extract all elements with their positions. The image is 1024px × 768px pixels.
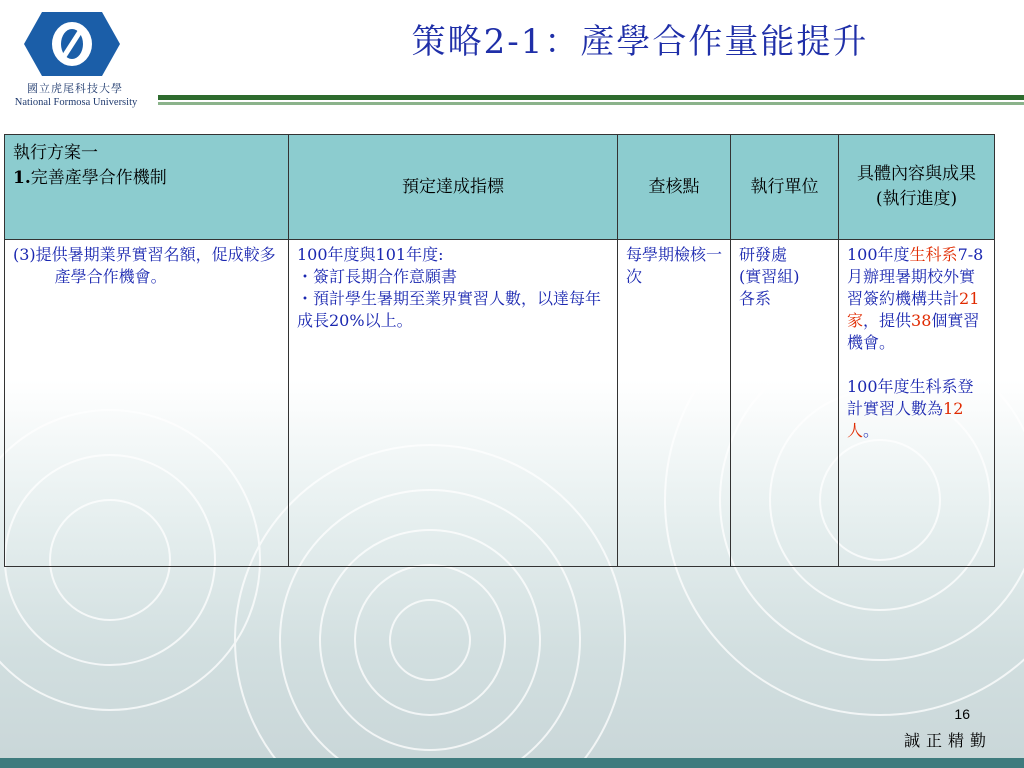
table-row (5, 240, 995, 567)
indicator-item-1: ・簽訂長期合作意願書 (297, 267, 458, 286)
cell-checkpoint: 每學期檢核一次 (618, 240, 731, 567)
strategy-table (4, 134, 995, 567)
header-indicator: 預定達成指標 (289, 135, 618, 240)
result-a2-highlight: 生科系 (909, 245, 958, 264)
university-motto: 誠正精勤 (904, 731, 993, 750)
cell-indicator (289, 240, 618, 567)
cell-result (839, 240, 995, 567)
university-name-zh: 國立虎尾科技大學 (27, 82, 123, 95)
unit-line-1: 研發處 (739, 245, 788, 264)
header-unit: 執行單位 (731, 135, 839, 240)
result-paragraph-1 (847, 244, 986, 354)
result-a7: 個實習機會。 (847, 311, 980, 352)
slide-title: 策略2-1：產學合作量能提升 (411, 22, 869, 62)
result-b2-highlight: 12人 (847, 399, 964, 440)
cell-plan (5, 240, 289, 567)
header-result: 具體內容與成果(執行進度) (839, 135, 995, 240)
result-b1: 100年度生科系登計實習人數為 (847, 377, 974, 418)
header-plan-line2: 完善產學合作機制 (30, 168, 167, 188)
title-divider-thin (158, 102, 1024, 105)
unit-line-2: (實習組) (739, 267, 800, 286)
university-name-en: National Formosa University (14, 97, 138, 108)
result-paragraph-2 (847, 376, 986, 442)
result-a5: ，提供 (863, 311, 912, 330)
result-b3: 。 (863, 421, 880, 440)
result-spacer (847, 354, 986, 376)
header-checkpoint: 查核點 (618, 135, 731, 240)
header-plan (5, 135, 289, 240)
header-plan-number: 1. (13, 168, 31, 188)
title-divider (158, 95, 1024, 100)
plan-item-text: (3)提供暑期業界實習名額，促成較多產學合作機會。 (13, 245, 276, 286)
result-a1: 100年度 (847, 245, 910, 264)
university-logo-icon (22, 8, 122, 80)
cell-unit (731, 240, 839, 567)
table-header-row (5, 135, 995, 240)
result-a3: 7-8月辦理暑期校外實習簽約機構共計 (847, 245, 984, 308)
indicator-years: 100年度與101年度: (297, 245, 444, 264)
header-plan-line1: 執行方案一 (13, 143, 98, 163)
result-a6-highlight: 38 (911, 311, 932, 330)
unit-line-3: 各系 (739, 289, 772, 308)
indicator-item-2: ・預計學生暑期至業界實習人數，以達每年成長20%以上。 (297, 289, 602, 330)
footer-bar (0, 758, 1024, 768)
page-number: 16 (954, 706, 970, 722)
result-a4-highlight: 21家 (847, 289, 980, 330)
